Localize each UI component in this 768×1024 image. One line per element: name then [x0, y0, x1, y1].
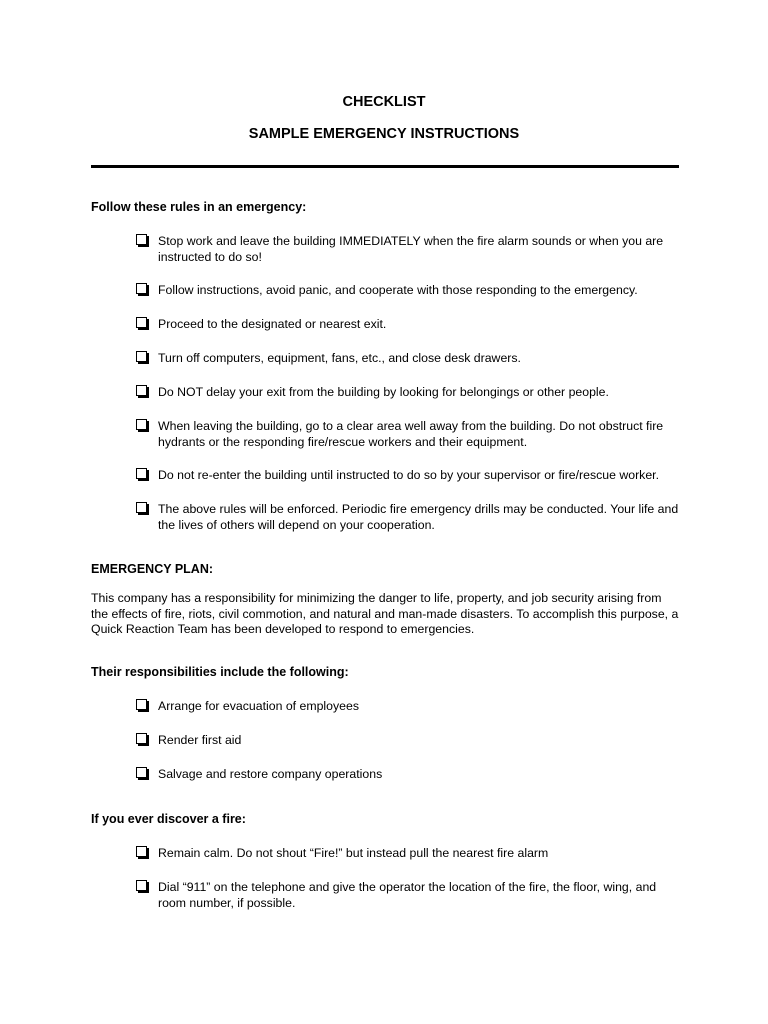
responsibility-item-text: Salvage and restore company operations [158, 767, 383, 781]
checkbox-icon[interactable] [136, 283, 147, 294]
responsibility-item [136, 766, 681, 782]
responsibilities-heading: Their responsibilities include the following: [91, 665, 349, 679]
fire-item [136, 845, 681, 861]
rules-item-text: Follow instructions, avoid panic, and cooperate with those responding to the emergency. [158, 283, 638, 297]
fire-heading: If you ever discover a fire: [91, 812, 246, 826]
rules-heading: Follow these rules in an emergency: [91, 200, 307, 214]
rules-item [136, 233, 681, 265]
checkbox-icon[interactable] [136, 351, 147, 362]
plan-paragraph: This company has a responsibility for minimizing the danger to life, property, and job security arising from the effects of fire, riots, civil commotion, and natural and man-made disasters. To accomplish this purpose, a Quick Reaction Team has been developed to respond to emergencies. [91, 591, 679, 636]
checkbox-icon[interactable] [136, 880, 147, 891]
fire-item [136, 879, 681, 911]
checkbox-icon[interactable] [136, 846, 147, 857]
checkbox-icon[interactable] [136, 419, 147, 430]
checkbox-icon[interactable] [136, 733, 147, 744]
responsibility-item-text: Arrange for evacuation of employees [158, 699, 359, 713]
rules-item-text: Proceed to the designated or nearest exit. [158, 317, 387, 331]
rules-item-text: The above rules will be enforced. Periodic fire emergency drills may be conducted. Your life and the lives of others will depend on your cooperation. [158, 502, 679, 532]
rules-item [136, 316, 681, 332]
title-divider [91, 165, 679, 168]
rules-item [136, 384, 681, 400]
checkbox-icon[interactable] [136, 468, 147, 479]
checkbox-icon[interactable] [136, 317, 147, 328]
checkbox-icon[interactable] [136, 699, 147, 710]
responsibility-item [136, 698, 681, 714]
rules-item [136, 350, 681, 366]
checkbox-icon[interactable] [136, 767, 147, 778]
rules-item [136, 467, 681, 483]
document-subtitle: SAMPLE EMERGENCY INSTRUCTIONS [248, 126, 520, 142]
rules-item-text: Do NOT delay your exit from the building by looking for belongings or other people. [158, 385, 609, 399]
plan-heading: EMERGENCY PLAN: [91, 562, 214, 576]
checkbox-icon[interactable] [136, 234, 147, 245]
fire-item-text: Dial “911” on the telephone and give the operator the location of the fire, the floor, wing, and room number, if possible. [158, 880, 657, 910]
checkbox-icon[interactable] [136, 502, 147, 513]
responsibility-item-text: Render first aid [158, 733, 242, 747]
responsibility-item [136, 732, 681, 748]
rules-item-text: When leaving the building, go to a clear area well away from the building. Do not obstruct fire hydrants or the responding fire/rescue workers and their equipment. [158, 419, 664, 449]
fire-item-text: Remain calm. Do not shout “Fire!” but instead pull the nearest fire alarm [158, 846, 549, 860]
rules-item [136, 501, 681, 533]
rules-item-text: Do not re-enter the building until instructed to do so by your supervisor or fire/rescue worker. [158, 468, 660, 482]
rules-item [136, 418, 681, 450]
rules-item [136, 282, 681, 298]
checkbox-icon[interactable] [136, 385, 147, 396]
rules-item-text: Stop work and leave the building IMMEDIATELY when the fire alarm sounds or when you are instructed to do so! [158, 234, 664, 264]
rules-item-text: Turn off computers, equipment, fans, etc., and close desk drawers. [158, 351, 521, 365]
document-title: CHECKLIST [342, 94, 426, 110]
